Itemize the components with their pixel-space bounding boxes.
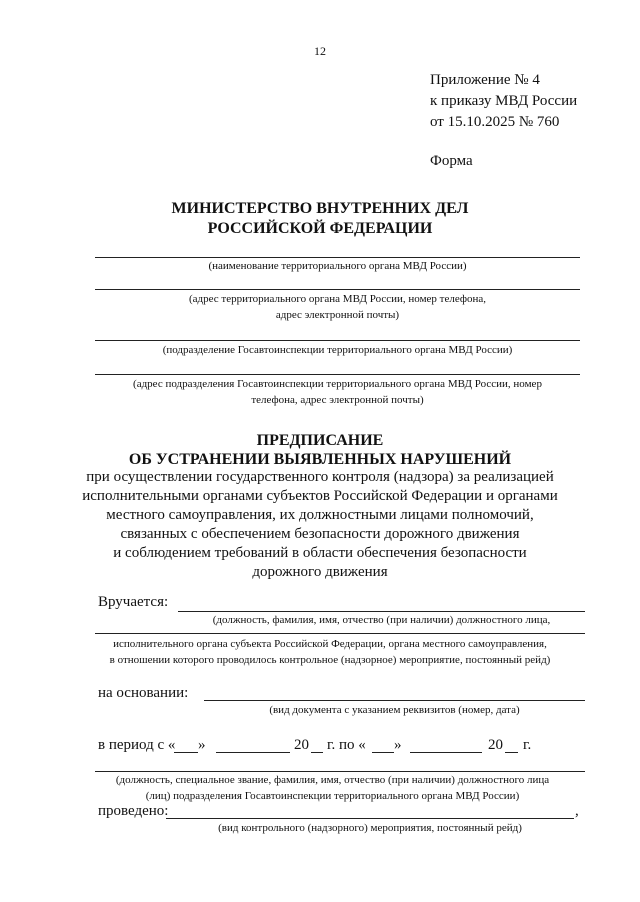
ministry-heading xyxy=(0,199,640,239)
subtitle-line: и соблюдением требований в области обеспечения безопасности xyxy=(113,545,527,561)
organ-address-line[interactable] xyxy=(95,289,580,290)
delivered-label: Вручается: xyxy=(98,594,169,610)
document-title xyxy=(0,431,640,469)
subdivision-address-caption xyxy=(95,376,580,408)
document-subtitle xyxy=(60,468,580,582)
subdivision-address-caption-1: (адрес подразделения Госавтоинспекции территориального органа МВД России, номер xyxy=(133,378,542,390)
period-year-prefix: 20 xyxy=(294,737,309,753)
page-number: 12 xyxy=(314,44,326,58)
period-year-prefix-2: 20 xyxy=(488,737,503,753)
basis-label: на основании: xyxy=(98,685,189,701)
delivered-caption-1: (должность, фамилия, имя, отчество (при наличии) должностного лица, xyxy=(212,614,551,626)
organ-address-caption-2: адрес электронной почты) xyxy=(275,309,400,321)
period-start-day-field[interactable] xyxy=(174,752,198,753)
form-label: Форма xyxy=(430,153,473,169)
performer-caption-2: (лиц) подразделения Госавтоинспекции территориального органа МВД России) xyxy=(145,790,520,802)
period-year-suffix-2: г. xyxy=(523,737,532,753)
appendix-line-2: к приказу МВД России xyxy=(430,93,578,109)
performer-caption-1: (должность, специальное звание, фамилия, имя, отчество (при наличии) должностного лица xyxy=(115,774,550,786)
period-end-year-field[interactable] xyxy=(505,752,518,753)
ministry-line-1: МИНИСТЕРСТВО ВНУТРЕННИХ ДЕЛ xyxy=(171,200,469,217)
organ-address-caption xyxy=(95,291,580,323)
period-quote-close-2: » xyxy=(394,737,402,753)
title-line-2: ОБ УСТРАНЕНИИ ВЫЯВЛЕННЫХ НАРУШЕНИЙ xyxy=(128,451,512,468)
organ-address-caption-1: (адрес территориального органа МВД России, номер телефона, xyxy=(188,293,487,305)
period-end-day-field[interactable] xyxy=(372,752,394,753)
subdivision-caption: (подразделение Госавтоинспекции территориального органа МВД России) xyxy=(162,344,513,356)
subdivision-line[interactable] xyxy=(95,340,580,341)
subdivision-address-caption-2: телефона, адрес электронной почты) xyxy=(251,394,424,406)
period-end-month-field[interactable] xyxy=(410,752,482,753)
period-from-label: в период с « xyxy=(98,737,176,753)
basis-line[interactable] xyxy=(204,700,585,701)
conducted-comma: , xyxy=(575,803,579,819)
delivered-line-2[interactable] xyxy=(95,633,585,634)
organ-name-caption: (наименование территориального органа МВД России) xyxy=(208,260,467,272)
subtitle-line: связанных с обеспечением безопасности дорожного движения xyxy=(120,526,520,542)
title-line-1: ПРЕДПИСАНИЕ xyxy=(256,432,384,449)
period-start-month-field[interactable] xyxy=(216,752,290,753)
subtitle-line: исполнительными органами субъектов Российской Федерации и органами xyxy=(82,488,558,504)
delivered-caption-3: в отношении которого проводилось контрольное (надзорное) мероприятие, постоянный рейд) xyxy=(109,654,551,666)
conducted-label: проведено: xyxy=(98,803,169,819)
appendix-line-3: от 15.10.2025 № 760 xyxy=(430,114,560,130)
subtitle-line: при осуществлении государственного контроля (надзора) за реализацией xyxy=(86,469,554,485)
delivered-caption-2: исполнительного органа субъекта Российской Федерации, органа местного самоуправления, xyxy=(113,638,547,650)
subtitle-line: местного самоуправления, их должностными лицами полномочий, xyxy=(106,507,534,523)
subdivision-address-line[interactable] xyxy=(95,374,580,375)
conducted-line[interactable] xyxy=(166,818,574,819)
ministry-line-2: РОССИЙСКОЙ ФЕДЕРАЦИИ xyxy=(207,220,433,237)
appendix-block xyxy=(430,70,577,133)
period-year-suffix: г. по « xyxy=(327,737,366,753)
period-quote-close: » xyxy=(198,737,206,753)
conducted-caption: (вид контрольного (надзорного) мероприятия, постоянный рейд) xyxy=(218,822,522,834)
appendix-line-1: Приложение № 4 xyxy=(430,72,540,88)
subtitle-line: дорожного движения xyxy=(252,564,388,580)
basis-caption: (вид документа с указанием реквизитов (номер, дата) xyxy=(269,704,520,716)
period-start-year-field[interactable] xyxy=(311,752,323,753)
